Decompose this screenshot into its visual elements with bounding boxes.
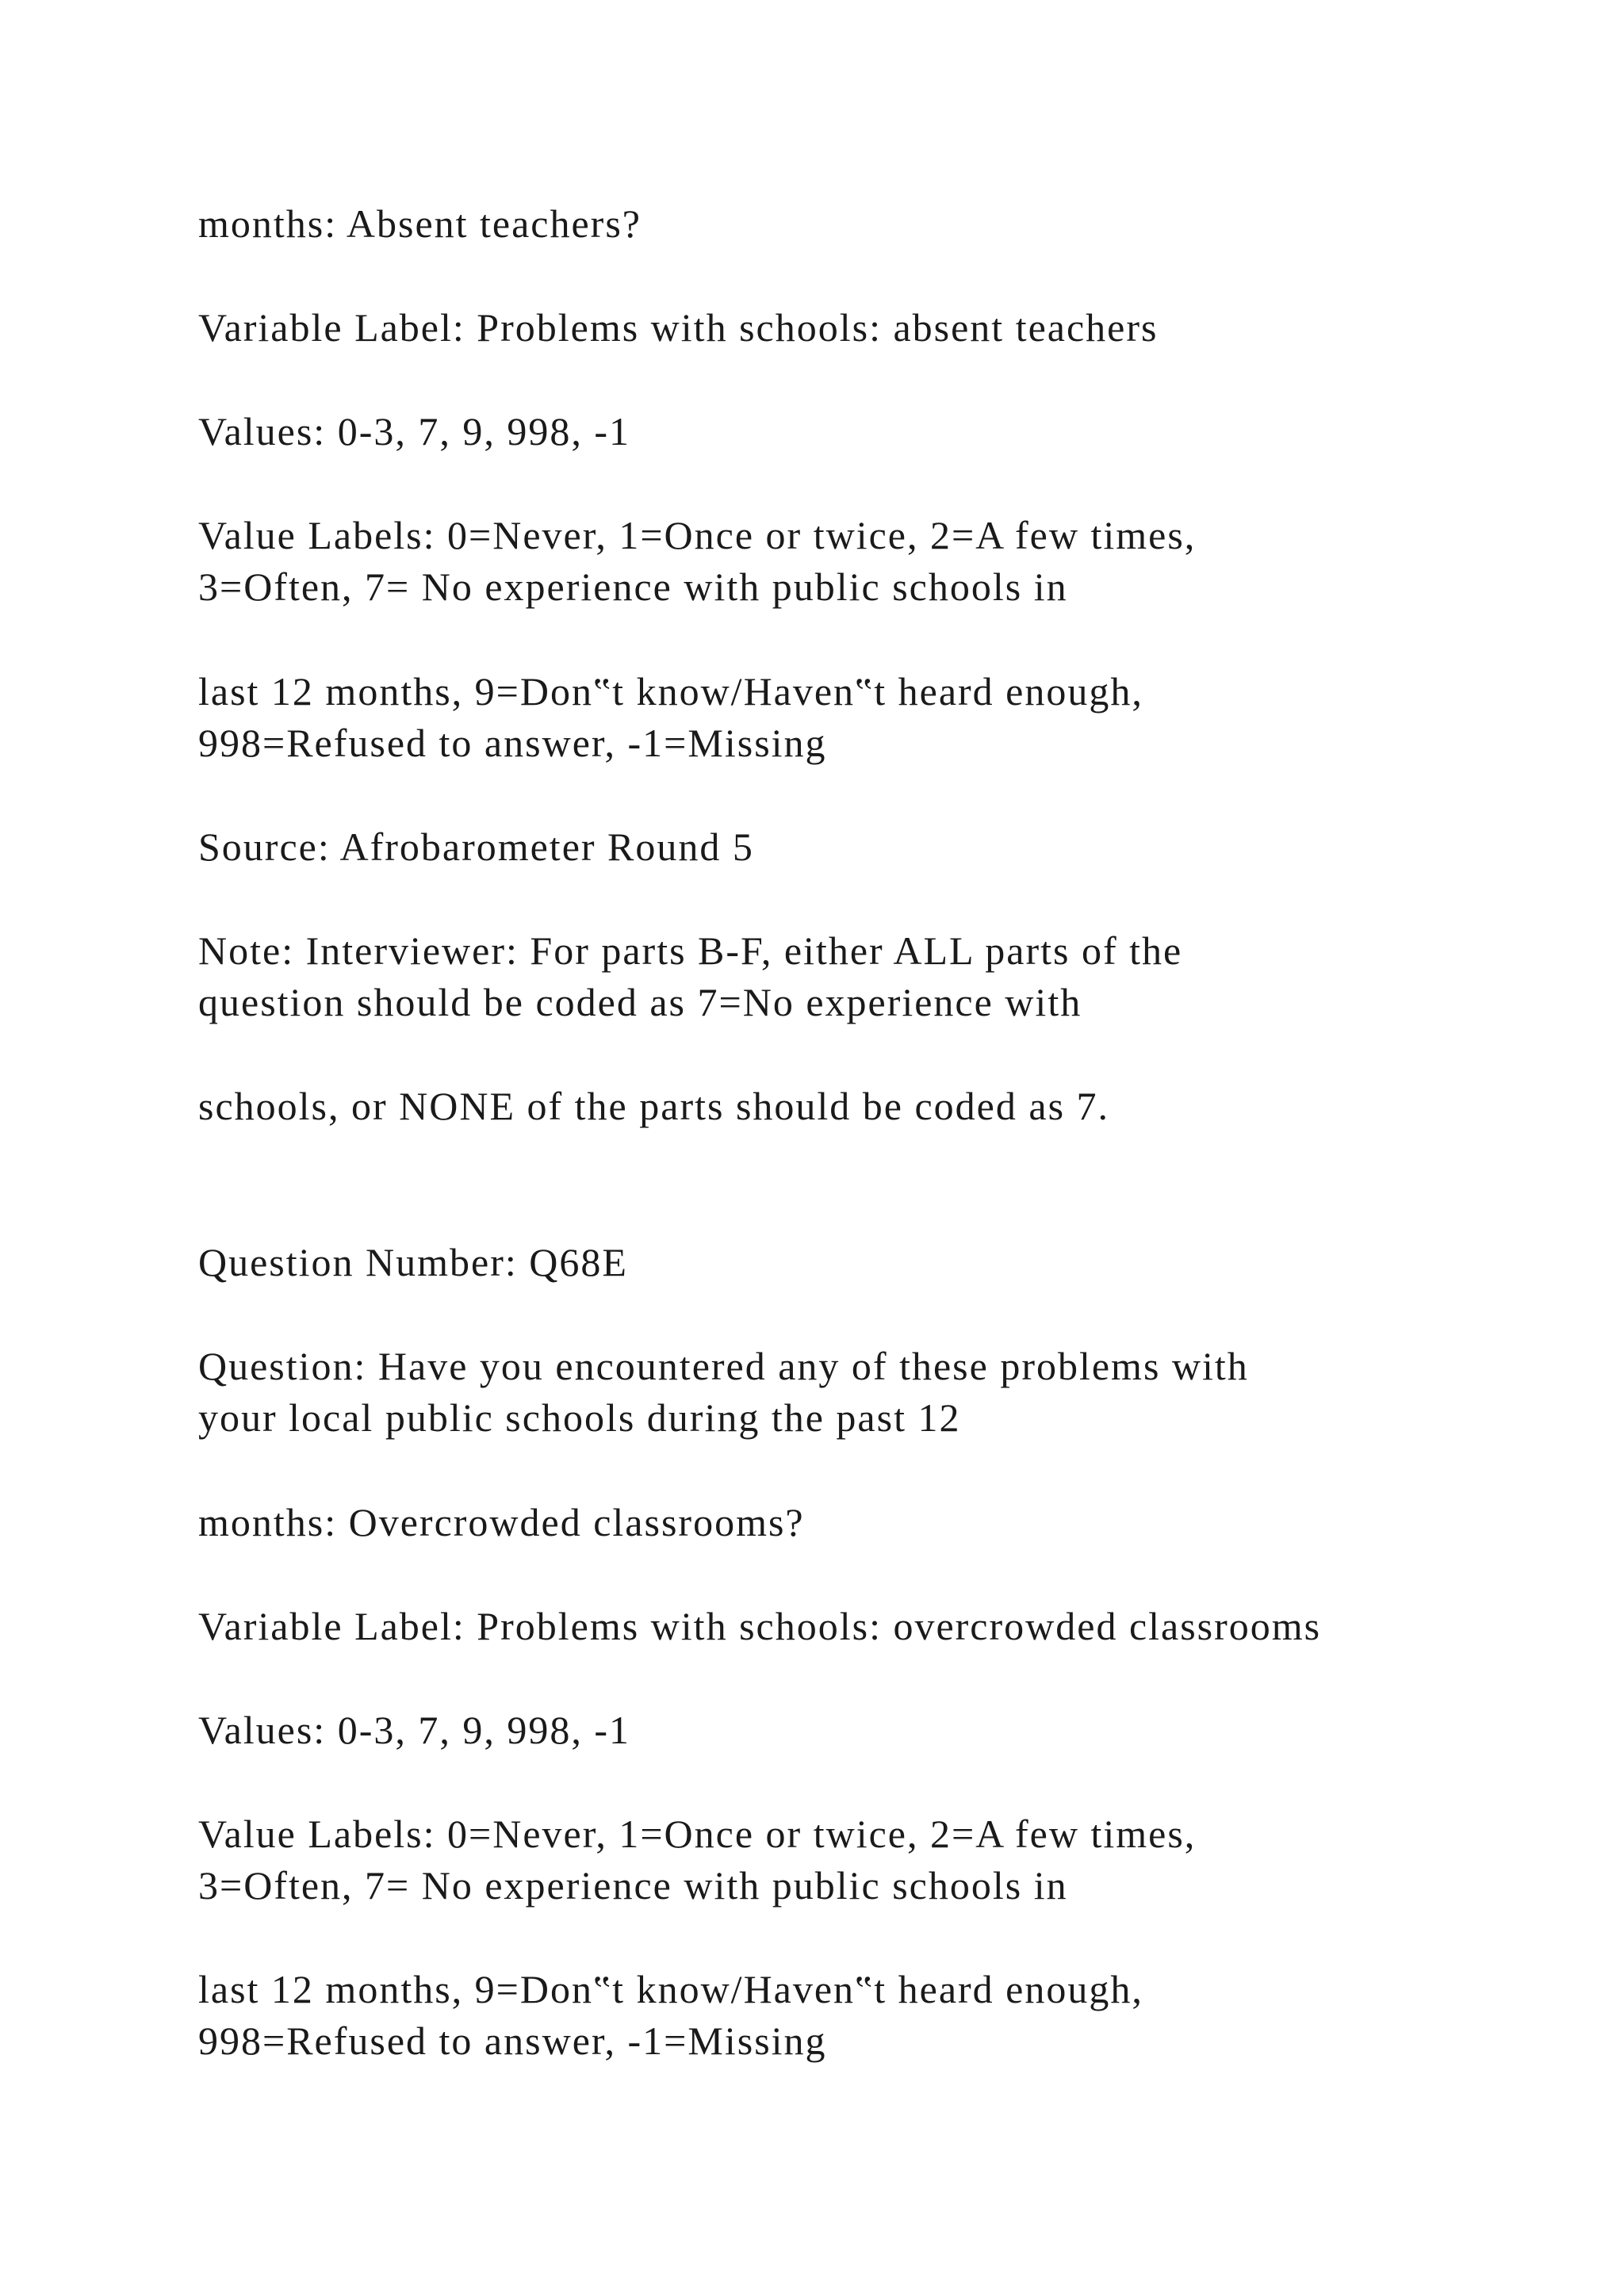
text-line: 998=Refused to answer, -1=Missing [198,721,827,765]
text-line: Source: Afrobarometer Round 5 [198,825,754,869]
text-line: question should be coded as 7=No experience with [198,980,1082,1024]
text-line: Note: Interviewer: For parts B-F, either ALL parts of the [198,928,1183,973]
text-line: 3=Often, 7= No experience with public schools in [198,564,1068,609]
text-line: 3=Often, 7= No experience with public schools in [198,1863,1068,1908]
text-line: Value Labels: 0=Never, 1=Once or twice, 2=A few times, [198,1812,1197,1856]
text-line: Variable Label: Problems with schools: absent teachers [198,305,1159,350]
text-line: Value Labels: 0=Never, 1=Once or twice, 2=A few times, [198,513,1197,557]
text-line: last 12 months, 9=Don‟t know/Haven‟t heard enough, [198,1967,1143,2011]
text-line: your local public schools during the past 12 [198,1395,961,1440]
text-line: Question: Have you encountered any of these problems with [198,1344,1249,1388]
text-line: Values: 0-3, 7, 9, 998, -1 [198,409,630,453]
text-line: schools, or NONE of the parts should be coded as 7. [198,1084,1110,1128]
text-line: last 12 months, 9=Don‟t know/Haven‟t heard enough, [198,669,1143,714]
text-line: Values: 0-3, 7, 9, 998, -1 [198,1708,630,1752]
text-line: months: Overcrowded classrooms? [198,1500,805,1544]
text-line: months: Absent teachers? [198,201,642,246]
text-line: Question Number: Q68E [198,1240,628,1284]
text-line: 998=Refused to answer, -1=Missing [198,2019,827,2063]
text-line: Variable Label: Problems with schools: overcrowded classrooms [198,1604,1322,1648]
